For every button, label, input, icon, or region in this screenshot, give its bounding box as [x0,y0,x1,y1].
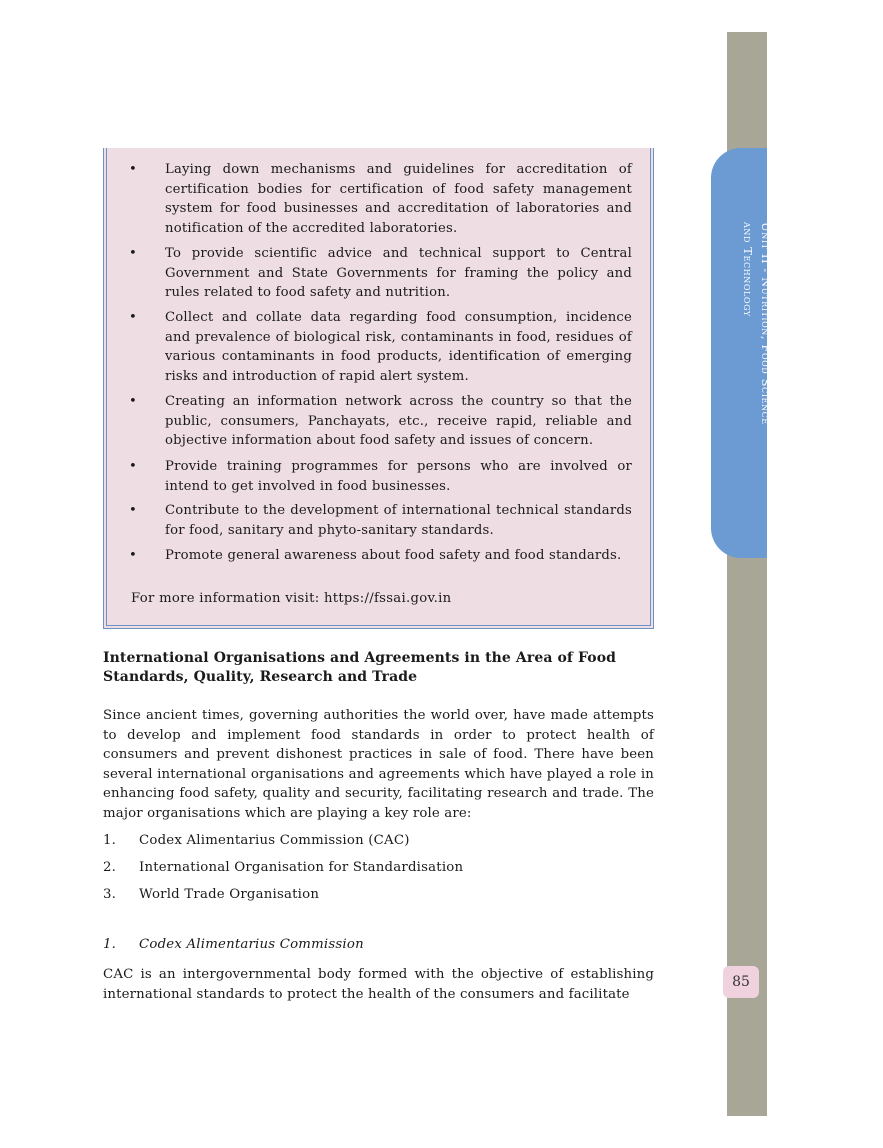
bullet-mark: • [129,162,137,177]
list-item: • Collect and collate data regarding food consumption, incidence and prevalence of biological risk, contaminants in food, residues of various contaminants in food products, identification of emerging risks and introduction of rapid alert system. [129,310,632,384]
bullet-mark: • [129,548,137,563]
section-heading: International Organisations and Agreements in the Area of Food Standards, Quality, Research and Trade [103,650,617,685]
bullet-mark: • [129,503,137,518]
bullet-mark: • [129,459,137,474]
info-box [103,148,654,629]
cac-paragraph: CAC is an intergovernmental body formed with the objective of establishing international standards to protect the health of the consumers and facilitate [103,967,654,1002]
bullet-mark: • [129,246,137,261]
bullet-mark: • [129,310,137,325]
list-item: • Laying down mechanisms and guidelines for accreditation of certification bodies for certification of food safety management system for food businesses and accreditation of laboratories and notification of the accredited laboratories. [129,162,632,236]
unit-title [739,222,775,425]
unit-title-line2: and Technology [741,222,755,317]
intro-paragraph: Since ancient times, governing authorities the world over, have made attempts to develop and implement food standards in order to protect health of consumers and prevent dishonest practices in sale of food. There have been several international organisations and agreements which have played a role in enhancing food safety, quality and security, facilitating research and trade. The major organisations which are playing a key role are: [103,708,654,821]
list-item: • Provide training programmes for persons who are involved or intend to get involved in food businesses. [129,459,632,494]
list-item: • Creating an information network across the country so that the public, consumers, Panchayats, etc., receive rapid, reliable and objective information about food safety and issues of concern. [129,394,632,449]
list-item: • To provide scientific advice and technical support to Central Government and State Governments for framing the policy and rules related to food safety and nutrition. [129,246,632,301]
list-item: • Contribute to the development of international technical standards for food, sanitary and phyto-sanitary standards. [129,503,632,538]
unit-title-line1: Unit II - Nutrition, Food Science [759,222,773,425]
bullet-mark: • [129,394,137,409]
more-info: For more information visit: https://fssai.gov.in [131,591,452,606]
list-item: • Promote general awareness about food safety and food standards. [129,546,632,566]
page-number: 85 [723,966,759,998]
